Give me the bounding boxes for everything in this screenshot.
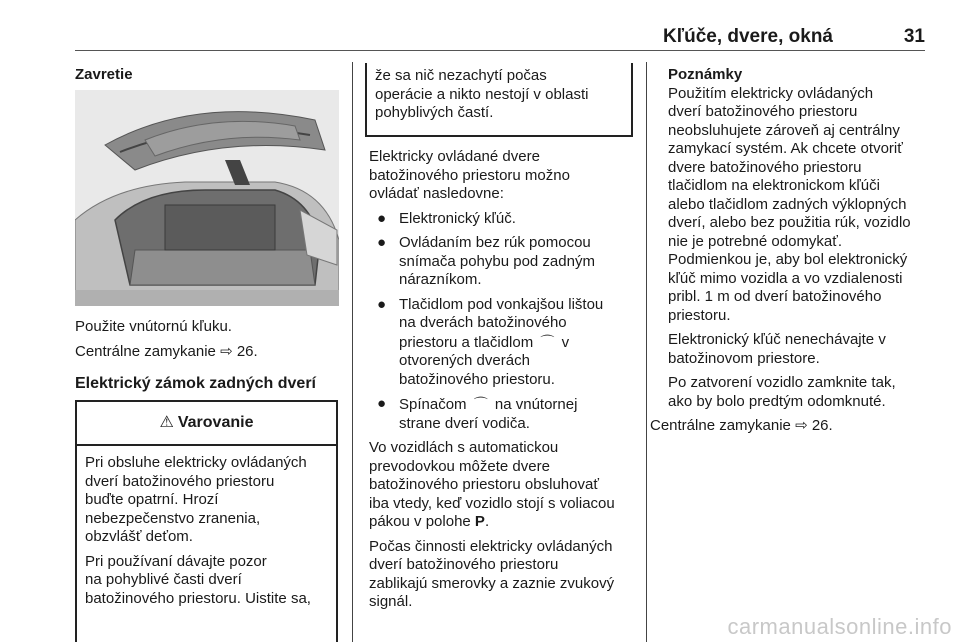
bullet-icon: ● bbox=[377, 395, 387, 412]
list-item-text: Ovládaním bez rúk pomocou bbox=[399, 234, 591, 251]
text-line: Podmienkou je, aby bol elektronický bbox=[668, 251, 908, 268]
text-line: Použitím elektricky ovládaných bbox=[668, 84, 874, 102]
arrow-ref-icon: ⇨ bbox=[795, 417, 808, 434]
list-item bbox=[369, 296, 641, 390]
list-item-text: batožinového priestoru. bbox=[399, 370, 555, 388]
text-line: dvere batožinového priestoru bbox=[668, 158, 862, 176]
text-line: dverí batožinového priestoru bbox=[668, 103, 858, 120]
list-item bbox=[369, 234, 641, 290]
warning-box bbox=[75, 400, 338, 642]
arrow-ref-icon: ⇨ bbox=[220, 342, 233, 360]
bullet-icon: ● bbox=[377, 295, 387, 313]
warning-line: buďte opatrní. Hrozí bbox=[85, 491, 219, 508]
gear-position-p: P bbox=[474, 513, 485, 530]
text-line: tlačidlom na elektronickom kľúči bbox=[668, 177, 880, 194]
warning-line: Pri obsluhe elektricky ovládaných bbox=[85, 454, 307, 471]
text-line: ako by bolo predtým odomknuté. bbox=[668, 392, 886, 410]
warning-triangle-icon: ⚠ bbox=[159, 414, 174, 431]
warning-line: obzvlášť deťom. bbox=[85, 528, 193, 545]
warning-line: Pri používaní dávajte pozor bbox=[85, 552, 267, 570]
tailgate-illustration bbox=[75, 90, 339, 306]
warning-line: batožinového priestoru. Uistite sa, bbox=[85, 589, 311, 607]
note-paragraph-lock bbox=[668, 374, 940, 411]
paragraph-signal bbox=[369, 538, 641, 612]
list-item-text: na dverách batožinového bbox=[399, 314, 567, 331]
tailgate-button-icon: ⌒ bbox=[540, 333, 555, 350]
text-line: Vo vozidlách s automatickou bbox=[369, 439, 559, 456]
page-header bbox=[75, 22, 925, 51]
warning-line: operácie a nikto nestojí v oblasti bbox=[375, 85, 589, 103]
note-block bbox=[650, 66, 940, 411]
warning-header bbox=[77, 402, 336, 446]
list-item bbox=[369, 210, 641, 229]
left-column-lower bbox=[75, 318, 345, 394]
text-line: pribl. 1 m od dverí batožinového bbox=[668, 288, 882, 305]
text-line: dverí, alebo bez použitia rúk, vozidlo bbox=[668, 214, 911, 231]
section-heading-power-tailgate: Elektrický zámok zadných dverí bbox=[75, 375, 316, 392]
text-line: Po zatvorení vozidlo zamknite tak, bbox=[668, 374, 896, 391]
right-column bbox=[650, 66, 940, 436]
chapter-title: Kľúče, dvere, okná bbox=[663, 26, 833, 47]
text-line: priestoru. bbox=[668, 306, 731, 324]
text-line: kľúč mimo vozidla a vo vzdialenosti bbox=[668, 269, 903, 287]
text-line: zablikajú smerovky a zaznie zvukový bbox=[369, 574, 615, 592]
text-line: iba vtedy, keď vozidlo stojí s voliacou bbox=[369, 494, 615, 512]
warning-body bbox=[77, 446, 336, 608]
column-divider-1 bbox=[352, 62, 353, 642]
list-item-text: priestoru a tlačidlom bbox=[399, 333, 534, 351]
text-line: batožinového priestoru možno bbox=[369, 166, 570, 184]
note-paragraph-key bbox=[668, 331, 940, 368]
paragraph-automatic-transmission bbox=[369, 439, 641, 532]
warning-paragraph-1 bbox=[85, 454, 328, 547]
text-line: Elektronický kľúč nenechávajte v bbox=[668, 331, 886, 348]
list-item-text: otvorených dverách bbox=[399, 352, 530, 369]
warning-line: pohyblivých častí. bbox=[375, 104, 494, 121]
paragraph-central-locking-ref-2 bbox=[650, 417, 940, 436]
paragraph-intro bbox=[369, 148, 641, 204]
watermark: carmanualsonline.info bbox=[727, 614, 952, 639]
list-item-text: snímača pohybu pod zadným bbox=[399, 252, 595, 270]
text-line: ovládať nasledovne: bbox=[369, 185, 504, 202]
note-paragraph bbox=[668, 85, 940, 326]
list-item-text: na vnútornej bbox=[494, 396, 578, 413]
paragraph-central-locking-ref bbox=[75, 343, 345, 362]
warning-title: Varovanie bbox=[177, 414, 254, 431]
warning-line: nebezpečenstvo zranenia, bbox=[85, 509, 261, 527]
text-line: dverí batožinového priestoru bbox=[369, 556, 559, 573]
warning-line: dverí batožinového priestoru bbox=[85, 472, 275, 490]
warning-line: na pohyblivé časti dverí bbox=[85, 571, 242, 588]
left-column bbox=[75, 66, 340, 85]
tailgate-switch-icon: ⌒ bbox=[473, 396, 488, 412]
text-line: Počas činnosti elektricky ovládaných bbox=[369, 537, 613, 555]
text-line: Elektricky ovládané dvere bbox=[369, 148, 540, 165]
ref-text: Centrálne zamykanie bbox=[75, 342, 216, 360]
list-item-text: Tlačidlom pod vonkajšou lištou bbox=[399, 295, 604, 313]
text-line: zamykací systém. Ak chcete otvoriť bbox=[668, 140, 903, 157]
text-line: signál. bbox=[369, 593, 413, 610]
bullet-icon: ● bbox=[377, 209, 387, 227]
list-item-text: v bbox=[561, 333, 570, 351]
bullet-icon: ● bbox=[377, 234, 387, 251]
text-line: nie je potrebné odomykať. bbox=[668, 232, 843, 250]
text-line: alebo tlačidlom zadných výklopných bbox=[668, 195, 907, 213]
column-divider-2 bbox=[646, 62, 647, 642]
list-item-text: Elektronický kľúč. bbox=[399, 209, 516, 227]
ref-page-link[interactable]: 26. bbox=[811, 417, 833, 434]
text-line: batožinovom priestore. bbox=[668, 349, 820, 367]
page-number: 31 bbox=[903, 26, 925, 47]
tailgate-drawing bbox=[75, 90, 339, 306]
text-line: batožinového priestoru obsluhovať bbox=[369, 476, 599, 493]
ref-text: Centrálne zamykanie bbox=[650, 417, 791, 434]
ref-page-link[interactable]: 26. bbox=[236, 342, 258, 360]
control-methods-list bbox=[369, 210, 641, 434]
list-item-text: Spínačom bbox=[399, 396, 467, 413]
warning-paragraph-2 bbox=[85, 553, 328, 609]
middle-column bbox=[369, 148, 641, 612]
text-line: prevodovkou môžete dvere bbox=[369, 457, 550, 475]
list-item-text: nárazníkom. bbox=[399, 271, 482, 288]
text-line: neobsluhujete zároveň aj centrálny bbox=[668, 121, 900, 139]
paragraph-inner-handle: Použite vnútornú kľuku. bbox=[75, 318, 232, 335]
section-heading-closing: Zavretie bbox=[75, 66, 133, 83]
text-line: pákou v polohe bbox=[369, 513, 471, 530]
note-title: Poznámky bbox=[668, 66, 743, 83]
list-item bbox=[369, 395, 641, 433]
text-line: . bbox=[484, 513, 490, 530]
warning-box-continued bbox=[365, 63, 633, 137]
warning-line: že sa nič nezachytí počas bbox=[375, 67, 547, 84]
list-item-text: strane dverí vodiča. bbox=[399, 414, 530, 432]
